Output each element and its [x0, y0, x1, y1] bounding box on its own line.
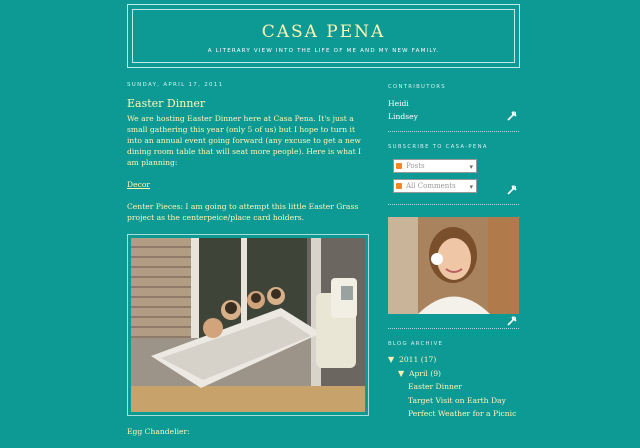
archive-post-link[interactable]: Perfect Weather for a Picnic	[408, 409, 517, 418]
archive-year-count: (17)	[420, 355, 437, 364]
decor-link[interactable]: Decor	[127, 180, 151, 189]
chevron-down-icon: ▾	[469, 163, 473, 171]
archive-post-link[interactable]: Easter Dinner	[408, 382, 462, 391]
post-photo-image	[131, 238, 365, 412]
triangle-down-icon[interactable]: ▼	[388, 355, 395, 364]
edit-wrench-icon[interactable]	[507, 316, 517, 326]
archive-year[interactable]: 2011	[398, 355, 419, 364]
subscribe-posts-label: Posts	[406, 162, 425, 170]
blog-header-inner-border	[132, 9, 515, 63]
subscribe-comments-label: All Comments	[406, 182, 456, 190]
archive-year-row[interactable]	[388, 353, 519, 367]
rss-feed-icon	[396, 183, 402, 189]
sidebar	[388, 84, 519, 421]
sidebar-divider	[388, 204, 519, 205]
subscribe-widget	[388, 159, 519, 193]
post-centerpieces: Center Pieces: I am going to attempt this little Easter Grass project as the centerpeice/place card holders.	[127, 202, 359, 222]
archive-month-row[interactable]	[388, 367, 519, 381]
post-date: SUNDAY, APRIL 17, 2011	[127, 82, 224, 88]
blog-title[interactable]: CASA PENA	[261, 22, 386, 42]
blog-description: A LITERARY VIEW INTO THE LIFE OF ME AND MY NEW FAMILY.	[207, 48, 440, 54]
rss-feed-icon	[396, 163, 402, 169]
subscribe-comments-dropdown[interactable]	[393, 179, 477, 193]
archive-month-count: (9)	[430, 368, 442, 378]
sidebar-divider	[388, 328, 519, 329]
edit-wrench-icon[interactable]	[507, 111, 517, 121]
profile-image-widget	[388, 217, 519, 314]
post-body	[127, 113, 372, 223]
contributor-heidi[interactable]: Heidi	[388, 99, 409, 108]
contributors-list	[388, 97, 519, 123]
subscribe-heading: SUBSCRIBE TO CASA-PENA	[388, 144, 488, 150]
edit-wrench-icon[interactable]	[507, 185, 517, 195]
contributor-lindsey[interactable]: Lindsey	[388, 112, 418, 121]
main-column	[127, 82, 372, 448]
subscribe-posts-dropdown[interactable]	[393, 159, 477, 173]
post-intro: We are hosting Easter Dinner here at Casa Pena. It's just a small gathering this year (only 5 of us) but I hope to turn it into an annual event going forward (any excuse to get a new dining room table that will seat more people). Here is what I am planning:	[127, 114, 362, 167]
woman-portrait-photo	[388, 217, 519, 314]
blog-archive	[388, 353, 519, 421]
sidebar-divider	[388, 131, 519, 132]
post-body-cont	[127, 426, 372, 437]
blog-header	[127, 4, 520, 68]
archive-post-link[interactable]: Target Visit on Earth Day	[408, 395, 506, 405]
archive-month[interactable]: April	[408, 368, 428, 378]
post-egg-label: Egg Chandelier:	[127, 427, 190, 436]
egg-carton-photo	[131, 238, 365, 412]
contributors-heading: CONTRIBUTORS	[388, 84, 446, 90]
blog-archive-heading: BLOG ARCHIVE	[388, 341, 444, 347]
post-title[interactable]: Easter Dinner	[127, 97, 206, 110]
post-photo[interactable]	[127, 234, 369, 416]
triangle-down-icon[interactable]: ▼	[398, 368, 405, 378]
profile-photo[interactable]	[388, 217, 519, 314]
chevron-down-icon: ▾	[469, 183, 473, 191]
